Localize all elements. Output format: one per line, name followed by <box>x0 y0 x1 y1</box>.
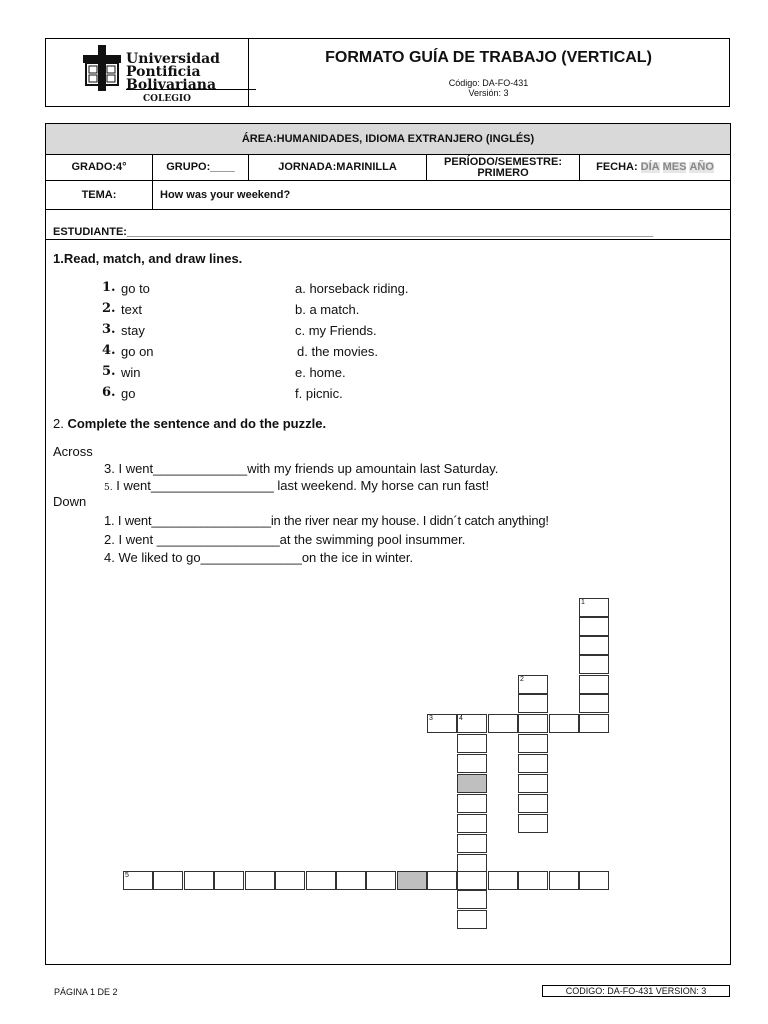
cell-number: 2 <box>520 676 524 683</box>
clue-text: I went _________________at the swimming pool insummer. <box>118 532 466 547</box>
grado-label: GRADO:4° <box>71 161 127 173</box>
jornada-label: JORNADA:MARINILLA <box>248 155 426 180</box>
area-row <box>46 124 730 155</box>
logo-cell <box>46 39 249 106</box>
logo-divider <box>126 89 256 90</box>
crossword-cell[interactable] <box>518 794 548 813</box>
crossword-cell-shaded <box>397 871 427 890</box>
fecha-dia: DÍA <box>640 161 660 173</box>
down-clue <box>104 513 549 528</box>
logo-subtitle: COLEGIO <box>143 94 191 104</box>
crossword-cell[interactable] <box>549 871 579 890</box>
crossword-cell[interactable] <box>518 675 548 694</box>
area-label: ÁREA:HUMANIDADES, IDIOMA EXTRANJERO (INGLÉS) <box>241 132 535 145</box>
exercise1-title: 1.Read, match, and draw lines. <box>53 251 243 266</box>
crossword-cell[interactable] <box>579 598 609 617</box>
page-number: PÁGINA 1 DE 2 <box>54 987 118 997</box>
down-clue <box>104 532 465 547</box>
crossword-cell[interactable] <box>457 814 487 833</box>
crossword-cell[interactable] <box>549 714 579 733</box>
crossword-cell[interactable] <box>184 871 214 890</box>
clue-text: I went_________________ last weekend. My horse can run fast! <box>116 478 490 493</box>
crossword-cell[interactable] <box>579 617 609 636</box>
university-logo-text: Universidad Pontificia Bolivariana <box>126 51 220 93</box>
down-clue <box>104 550 413 565</box>
crossword-cell[interactable] <box>488 714 518 733</box>
cell-number: 1 <box>581 599 585 606</box>
crossword-cell[interactable] <box>457 714 487 733</box>
fecha-ano: AÑO <box>689 161 714 173</box>
code-line: Código: DA-FO-431 <box>448 78 529 88</box>
exercise2-title-text: Complete the sentence and do the puzzle. <box>67 416 327 431</box>
match-left-item: stay <box>121 323 145 338</box>
across-clue <box>104 478 489 493</box>
match-right-item: c. my Friends. <box>295 323 377 338</box>
crossword-cell[interactable] <box>457 734 487 753</box>
clue-num: 2. <box>104 532 115 547</box>
crossword-cell[interactable] <box>457 754 487 773</box>
match-num: 1. <box>102 280 116 295</box>
crossword-cell[interactable] <box>579 675 609 694</box>
clue-text: I went_________________in the river near my house. I didn´t catch anything! <box>117 513 549 528</box>
fecha-mes: MES <box>662 161 687 173</box>
crossword-cell[interactable] <box>579 871 609 890</box>
periodo-label: PERÍODO/SEMESTRE: PRIMERO <box>426 155 579 180</box>
crossword-cell[interactable] <box>518 734 548 753</box>
cell-number: 3 <box>429 715 433 722</box>
crossword-cell[interactable] <box>214 871 244 890</box>
tema-label: TEMA: <box>81 188 117 201</box>
document-code <box>248 78 729 98</box>
match-right-item: d. the movies. <box>297 344 378 359</box>
crossword-cell[interactable] <box>457 794 487 813</box>
crossword-cell[interactable] <box>518 694 548 713</box>
crossword-cell[interactable] <box>518 754 548 773</box>
crossword-cell[interactable] <box>123 871 153 890</box>
exercise2-number: 2. <box>53 416 64 431</box>
crossword-cell[interactable] <box>457 890 487 909</box>
match-left-item: go on <box>121 344 154 359</box>
footer-code: CODIGO: DA-FO-431 VERSION: 3 <box>542 985 730 997</box>
crossword-cell[interactable] <box>518 774 548 793</box>
estudiante-line: ESTUDIANTE:______________________________________________________________________________________ <box>53 226 654 238</box>
cell-number: 5 <box>125 872 129 879</box>
version-line: Versión: 3 <box>468 88 509 98</box>
match-left-item: go <box>121 386 136 401</box>
crossword-cell[interactable] <box>275 871 305 890</box>
crossword-cell[interactable] <box>518 714 548 733</box>
clue-num: 4. <box>104 550 115 565</box>
tema-value: How was your weekend? <box>152 181 730 209</box>
crossword-cell[interactable] <box>366 871 396 890</box>
fecha-cell <box>579 155 730 180</box>
match-right-item: e. home. <box>295 365 346 380</box>
crossword-cell[interactable] <box>457 871 487 890</box>
clue-num: 1. <box>104 513 115 528</box>
crossword-cell[interactable] <box>457 834 487 853</box>
match-num: 6. <box>102 385 116 400</box>
crossword-cell-shaded <box>457 774 487 793</box>
tema-row <box>46 181 730 210</box>
fecha-label: FECHA: <box>596 161 638 173</box>
match-left-item: go to <box>121 281 150 296</box>
crossword-cell[interactable] <box>518 871 548 890</box>
document-title: FORMATO GUÍA DE TRABAJO (VERTICAL) <box>325 49 652 66</box>
crossword-cell[interactable] <box>518 814 548 833</box>
divider <box>46 239 730 240</box>
match-left-item: win <box>121 365 141 380</box>
match-right-item: b. a match. <box>295 302 360 317</box>
cell-number: 4 <box>459 715 463 722</box>
clue-text: We liked to go______________on the ice in winter. <box>118 550 414 565</box>
document-header <box>45 38 730 107</box>
down-label: Down <box>53 494 87 509</box>
match-num: 4. <box>102 343 116 358</box>
across-clue <box>104 461 498 476</box>
crossword-cell[interactable] <box>579 655 609 674</box>
worksheet-body <box>45 123 731 965</box>
clue-text: I went_____________with my friends up amountain last Saturday. <box>118 461 499 476</box>
crossword-cell[interactable] <box>488 871 518 890</box>
crossword-cell[interactable] <box>153 871 183 890</box>
clue-num: 3. <box>104 461 115 476</box>
crossword-cell[interactable] <box>245 871 275 890</box>
match-right-item: a. horseback riding. <box>295 281 409 296</box>
match-right-item: f. picnic. <box>295 386 343 401</box>
match-num: 2. <box>102 301 116 316</box>
across-label: Across <box>53 444 93 459</box>
university-crest-icon <box>80 45 124 91</box>
grupo-label: GRUPO:____ <box>152 155 248 180</box>
details-row <box>46 155 730 181</box>
exercise2-title <box>53 416 326 431</box>
crossword-cell[interactable] <box>579 714 609 733</box>
crossword-cell[interactable] <box>579 636 609 655</box>
match-num: 3. <box>102 322 116 337</box>
match-left-item: text <box>121 302 142 317</box>
crossword-cell[interactable] <box>457 910 487 929</box>
crossword-cell[interactable] <box>306 871 336 890</box>
crossword-cell[interactable] <box>427 871 457 890</box>
match-num: 5. <box>102 364 116 379</box>
crossword-cell[interactable] <box>579 694 609 713</box>
clue-num: 5. <box>104 483 113 493</box>
crossword-cell[interactable] <box>427 714 457 733</box>
crossword-cell[interactable] <box>336 871 366 890</box>
